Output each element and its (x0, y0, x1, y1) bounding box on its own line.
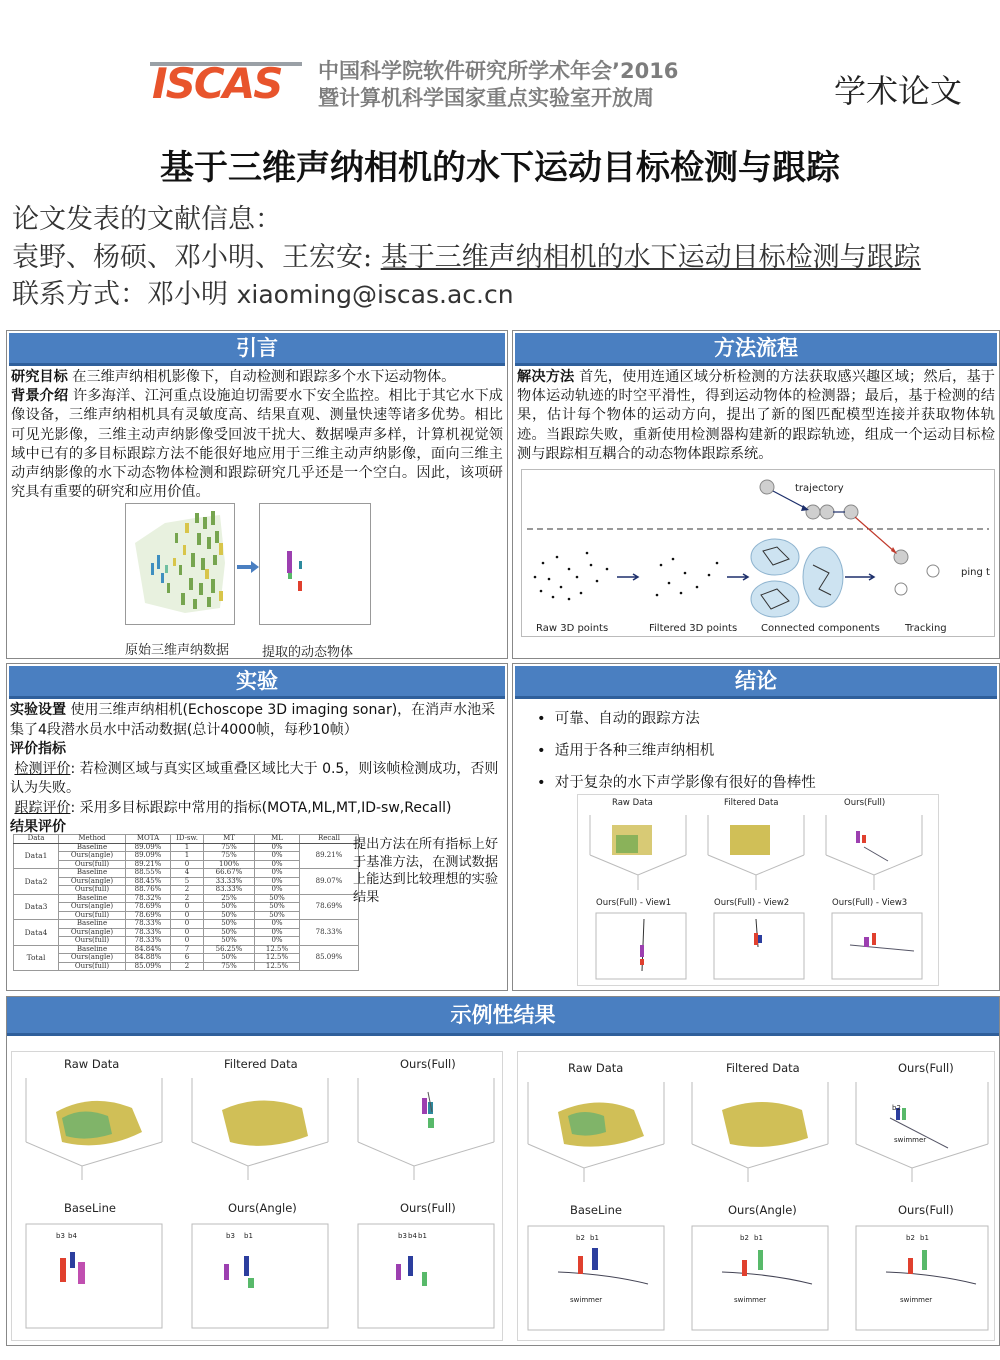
plot-title: Ours(Full) (898, 1061, 954, 1075)
table-cell: 12.5% (255, 962, 300, 971)
table-header-cell: Recall (300, 835, 359, 844)
plot-title: Ours(Full) (898, 1203, 954, 1217)
table-cell: 75% (204, 843, 255, 852)
recall-cell: 89.21% (300, 843, 359, 869)
table-cell: Baseline (59, 945, 126, 954)
experiment-text (10, 701, 503, 838)
table-cell: Ours(full) (59, 962, 126, 971)
table-cell: 85.09% (126, 962, 171, 971)
label-b2: b2 (576, 1234, 585, 1242)
method-label: 解决方法 (517, 369, 575, 385)
table-cell: 0 (171, 920, 204, 929)
conclusion-plots (578, 795, 938, 985)
table-header-cell: MT (204, 835, 255, 844)
table-cell: 5 (171, 877, 204, 886)
table-cell: 0 (171, 903, 204, 912)
step-tracking-label: Tracking (905, 623, 947, 634)
table-cell: 84.84% (126, 945, 171, 954)
table-header-cell: ML (255, 835, 300, 844)
table-cell: 0 (171, 911, 204, 920)
label-b2: b2 (740, 1234, 749, 1242)
table-cell: 33.33% (204, 877, 255, 886)
table-cell: 84.88% (126, 954, 171, 963)
table-cell: 0% (255, 860, 300, 869)
recall-cell: 78.69% (300, 894, 359, 920)
conference-line-1: 中国科学院软件研究所学术年会’2016 (318, 59, 679, 83)
conclusion-item: • 对于复杂的水下声学影像有很好的鲁棒性 (537, 775, 816, 791)
table-cell: Ours(angle) (59, 954, 126, 963)
table-cell: 50% (204, 920, 255, 929)
label-b3: b3 (56, 1232, 65, 1240)
table-cell: 2 (171, 886, 204, 895)
data-cell: Total (14, 945, 59, 971)
plot-title: Ours(Full) - View2 (714, 898, 790, 908)
table-cell: 6 (171, 954, 204, 963)
background-text: 许多海洋、江河重点设施迫切需要水下安全监控。相比于其它水下成像设备，三维声纳相机具有灵敏度高、结果直观、测量快速等诸多优势。相比可见光影像，三维主动声纳影像受回波干扰大、数据噪声多样，计算机视觉领域中已有的多目标跟踪方法不能很好地应用于三维主动声纳影像，面向三维主动声纳影像的水下动态物体检测和跟踪研究几乎还是一个空白。因此，该项研究具有重要的研究和应用价值。 (11, 388, 503, 501)
table-cell: 1 (171, 852, 204, 861)
table-cell: 75% (204, 852, 255, 861)
table-cell: 2 (171, 962, 204, 971)
label-b1: b1 (754, 1234, 763, 1242)
table-cell: 0% (255, 928, 300, 937)
table-cell: 88.76% (126, 886, 171, 895)
table-cell: 25% (204, 894, 255, 903)
conclusion-item: • 适用于各种三维声纳相机 (537, 743, 715, 759)
recall-cell: 85.09% (300, 945, 359, 971)
plot-title: Ours(Full) - View1 (596, 898, 672, 908)
intro-heading: 引言 (9, 333, 505, 366)
table-cell: 88.45% (126, 877, 171, 886)
plot-title: Ours(Full) (844, 798, 886, 808)
method-panel (512, 330, 1000, 659)
plot-title: Raw Data (568, 1061, 624, 1075)
conclusion-figure (577, 794, 939, 986)
data-cell: Data4 (14, 920, 59, 946)
table-cell: Baseline (59, 869, 126, 878)
conclusion-panel (512, 663, 1000, 991)
table-cell: 12.5% (255, 954, 300, 963)
det-eval-text: : 若检测区域与真实区域重叠区域比大于 0.5，则该帧检测成功，否则认为失败。 (10, 760, 499, 796)
conclusion-list (513, 703, 999, 799)
label-b3: b3 (226, 1232, 235, 1240)
raw-sonar-image (125, 503, 235, 625)
table-cell: 75% (204, 962, 255, 971)
table-cell: 0% (255, 920, 300, 929)
table-cell: 78.32% (126, 894, 171, 903)
label-b2: b2 (892, 1104, 901, 1112)
results-table-wrap (13, 834, 359, 971)
iscas-logo (150, 58, 302, 102)
label-swimmer: swimmer (734, 1296, 767, 1304)
table-cell: 50% (255, 911, 300, 920)
label-b3: b3 (398, 1232, 407, 1240)
table-cell: 83.33% (204, 886, 255, 895)
pub-info-heading: 论文发表的文献信息： (12, 204, 282, 235)
trk-eval-text: : 采用多目标跟踪中常用的指标(MOTA,ML,MT,ID-sw,Recall) (70, 799, 452, 816)
data-cell: Data2 (14, 869, 59, 895)
det-eval-label: 检测评价 (14, 760, 71, 777)
table-cell: 0 (171, 937, 204, 946)
table-cell: 0% (255, 843, 300, 852)
plot-title: BaseLine (570, 1203, 622, 1217)
step-components-label: Connected components (761, 623, 880, 634)
recall-cell: 89.07% (300, 869, 359, 895)
table-cell: 0% (255, 852, 300, 861)
trk-eval-label: 跟踪评价 (14, 799, 71, 816)
label-b4: b4 (68, 1232, 77, 1240)
label-swimmer: swimmer (900, 1296, 933, 1304)
table-cell: 50% (204, 928, 255, 937)
goal-label: 研究目标 (11, 369, 68, 385)
label-b1: b1 (244, 1232, 253, 1240)
table-cell: 50% (204, 911, 255, 920)
trajectory-label: trajectory (795, 483, 844, 494)
table-header-cell: Method (59, 835, 126, 844)
table-cell: Ours(full) (59, 886, 126, 895)
pub-info-contact (12, 272, 514, 311)
table-cell: 89.09% (126, 852, 171, 861)
flow-arrow-icon (237, 561, 259, 573)
paper-title-link[interactable]: 基于三维声纳相机的水下运动目标检测与跟踪 (380, 242, 921, 273)
poster-title: 基于三维声纳相机的水下运动目标检测与跟踪 (160, 148, 840, 188)
label-b1: b1 (418, 1232, 427, 1240)
table-cell: 66.67% (204, 869, 255, 878)
examples-heading: 示例性结果 (7, 997, 999, 1036)
table-header-cell: ID-sw. (171, 835, 204, 844)
metric-label: 评价指标 (10, 741, 66, 757)
table-cell: 78.69% (126, 911, 171, 920)
extracted-objects-image (259, 503, 371, 625)
plot-title: Filtered Data (726, 1061, 800, 1075)
table-cell: Baseline (59, 920, 126, 929)
table-cell: 100% (204, 860, 255, 869)
table-cell: Ours(angle) (59, 852, 126, 861)
contact-label: 联系方式：邓小明 (12, 279, 237, 310)
method-flow-diagram (521, 469, 995, 637)
table-cell: 4 (171, 869, 204, 878)
experiment-note: 提出方法在所有指标上好于基准方法，在测试数据上能达到比较理想的实验结果 (353, 837, 499, 905)
plot-title: Filtered Data (724, 798, 779, 808)
conclusion-heading: 结论 (515, 666, 997, 699)
table-cell: Ours(full) (59, 860, 126, 869)
plot-title: Filtered Data (224, 1057, 298, 1071)
table-cell: 56.25% (204, 945, 255, 954)
table-cell: 1 (171, 843, 204, 852)
table-cell: 78.33% (126, 928, 171, 937)
data-cell: Data1 (14, 843, 59, 869)
method-text (517, 368, 995, 464)
results-table (13, 834, 359, 971)
table-cell: 0 (171, 860, 204, 869)
table-cell: 78.69% (126, 903, 171, 912)
svg-text:ISCAS: ISCAS (152, 59, 282, 102)
table-cell: Ours(angle) (59, 903, 126, 912)
step-raw-label: Raw 3D points (536, 623, 609, 634)
step-filtered-label: Filtered 3D points (649, 623, 738, 634)
background-label: 背景介绍 (11, 388, 69, 405)
conference-line-2: 暨计算机科学国家重点实验室开放周 (318, 86, 654, 110)
plot-title: BaseLine (64, 1201, 116, 1215)
ping-label: ping t (961, 567, 990, 578)
plot-title: Ours(Full) (400, 1201, 456, 1215)
plot-title: Raw Data (64, 1057, 120, 1071)
table-header-cell: MOTA (126, 835, 171, 844)
table-cell: 50% (204, 937, 255, 946)
label-swimmer: swimmer (570, 1296, 603, 1304)
setup-text: 使用三维声纳相机(Echoscope 3D imaging sonar)，在消声水池采集了4段潜水员水中活动数据(总计4000帧，每秒10帧） (10, 702, 496, 738)
plot-title: Ours(Angle) (728, 1203, 797, 1217)
table-cell: 78.33% (126, 920, 171, 929)
examples-right-figure (517, 1051, 995, 1341)
table-cell: 0% (255, 886, 300, 895)
table-cell: 0% (255, 877, 300, 886)
caption-raw-data: 原始三维声纳数据 (125, 643, 230, 658)
table-cell: 50% (204, 903, 255, 912)
method-heading: 方法流程 (515, 333, 997, 366)
experiment-heading: 实验 (9, 666, 505, 699)
method-body: 首先，使用连通区域分析检测的方法获取感兴趣区域；然后，基于物体运动轨迹的时空平滑性，得到运动物体的检测器；最后，基于检测的结果，估计每个物体的运动方向，提出了新的图匹配模型连接并获取物体轨迹。当跟踪失败，重新使用检测器构建新的跟踪轨迹，组成一个运动目标检测与跟踪相互耦合的动态物体跟踪系统。 (517, 369, 995, 462)
setup-label: 实验设置 (10, 702, 66, 718)
recall-cell: 78.33% (300, 920, 359, 946)
table-cell: Ours(full) (59, 937, 126, 946)
table-cell: 7 (171, 945, 204, 954)
plot-title: Ours(Full) (400, 1057, 456, 1071)
table-cell: 0 (171, 928, 204, 937)
table-header-cell: Data (14, 835, 59, 844)
label-b2: b2 (906, 1234, 915, 1242)
plot-title: Raw Data (612, 798, 653, 808)
table-cell: 0% (255, 869, 300, 878)
goal-text: 在三维声纳相机影像下，自动检测和跟踪多个水下运动物体。 (67, 369, 456, 385)
caption-extracted: 提取的动态物体 (262, 645, 354, 660)
table-cell: 0% (255, 937, 300, 946)
table-row (14, 869, 359, 878)
table-cell: 88.55% (126, 869, 171, 878)
paper-badge: 学术论文 (834, 72, 963, 110)
table-cell: 78.33% (126, 937, 171, 946)
authors: 袁野、杨硕、邓小明、王宏安: (12, 242, 381, 273)
table-cell: Ours(angle) (59, 928, 126, 937)
table-cell: Baseline (59, 894, 126, 903)
label-swimmer: swimmer (894, 1136, 927, 1144)
table-cell: 50% (255, 894, 300, 903)
plot-title: Ours(Full) - View3 (832, 898, 908, 908)
conclusion-item: • 可靠、自动的跟踪方法 (537, 711, 700, 727)
table-cell: 89.09% (126, 843, 171, 852)
label-b4: b4 (408, 1232, 417, 1240)
table-cell: 89.21% (126, 860, 171, 869)
table-cell: 12.5% (255, 945, 300, 954)
table-row (14, 920, 359, 929)
plot-title: Ours(Angle) (228, 1201, 297, 1215)
table-cell: 50% (204, 954, 255, 963)
label-b1: b1 (920, 1234, 929, 1242)
examples-panel (6, 996, 1000, 1346)
intro-panel (6, 330, 508, 659)
label-b1: b1 (590, 1234, 599, 1242)
examples-left-figure (11, 1051, 503, 1341)
table-cell: Ours(full) (59, 911, 126, 920)
results-label: 结果评价 (10, 819, 66, 835)
table-cell: Ours(angle) (59, 877, 126, 886)
table-cell: Baseline (59, 843, 126, 852)
contact-email[interactable]: xiaoming@iscas.ac.cn (236, 280, 514, 309)
intro-text (11, 368, 503, 502)
table-cell: 2 (171, 894, 204, 903)
pub-info-authors (12, 235, 921, 274)
experiment-panel (6, 663, 508, 991)
table-cell: 50% (255, 903, 300, 912)
data-cell: Data3 (14, 894, 59, 920)
